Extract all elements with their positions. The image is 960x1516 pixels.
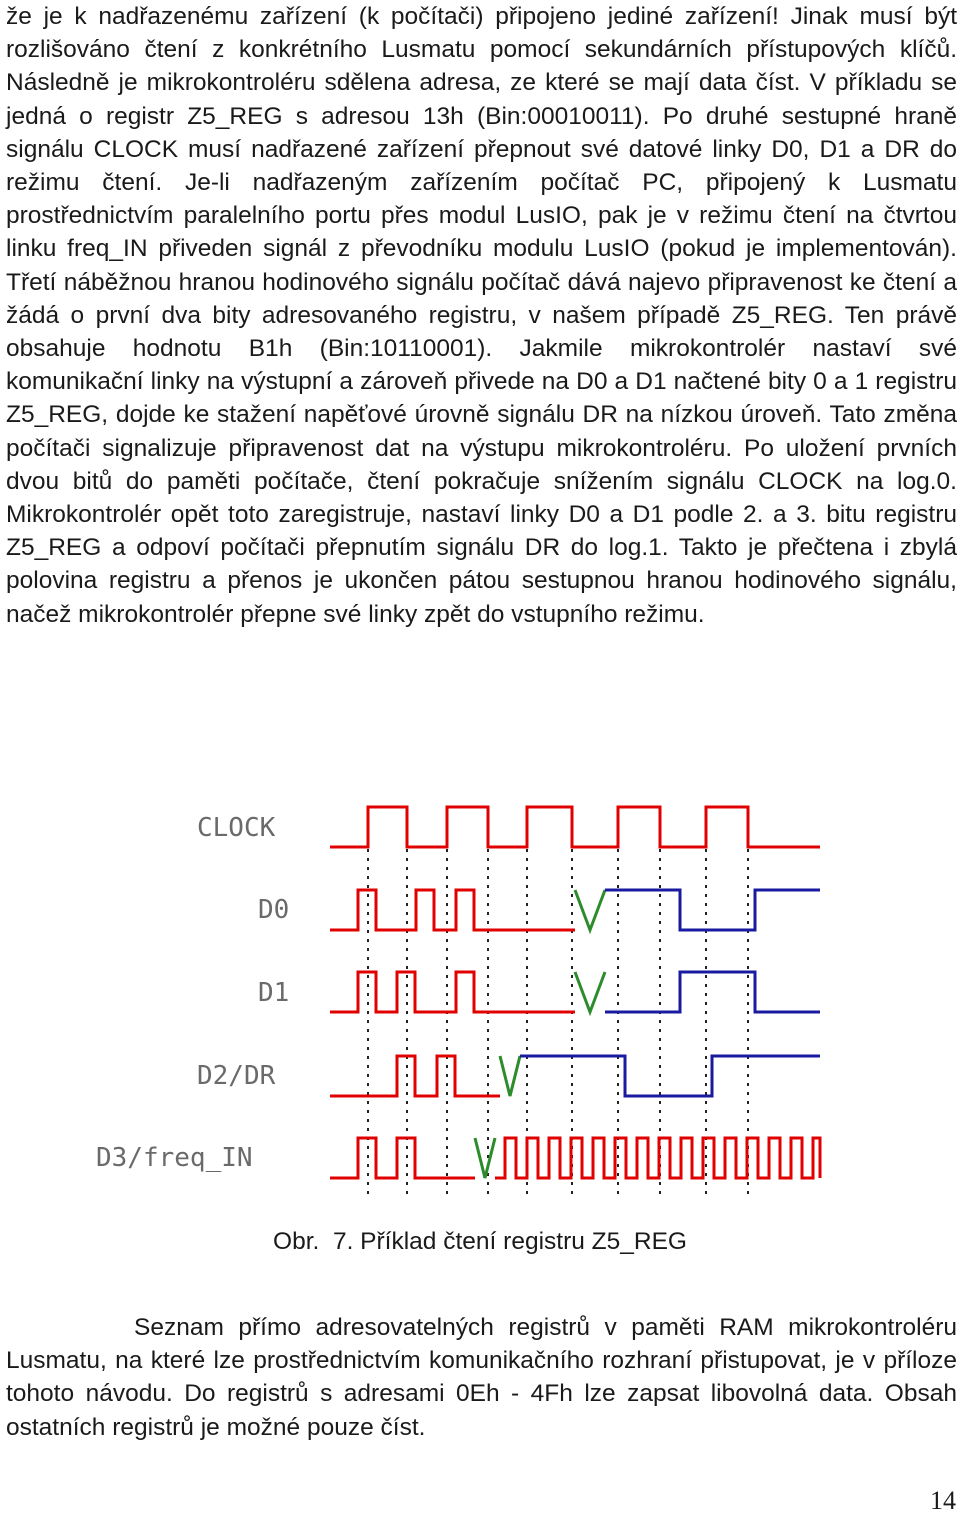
d3-freq-in-trace	[495, 1138, 820, 1178]
d2-dr-trace-master	[330, 1056, 500, 1096]
d0-trace-master	[330, 890, 575, 930]
timing-diagram	[90, 795, 830, 1205]
body-paragraph-1: že je k nadřazenému zařízení (k počítači) připojeno jediné zařízení! Jinak musí být rozlišováno čtení z konkrétního Lusmatu pomocí sekundárních přístupových klíčů. Následně je mikrokontroléru sdělena adresa, ze které se mají data číst. V příkladu se jedná o registr Z5_REG s adresou 13h (Bin:00010011). Po druhé sestupné hraně signálu CLOCK musí nadřazené zařízení přepnout své datové linky D0, D1 a DR do režimu čtení. Je-li nadřazeným zařízením počítač PC, připojený k Lusmatu prostřednictvím paralelního portu přes modul LusIO, pak je v režimu čtení na čtvrtou linku freq_IN přiveden signál z převodníku modulu LusIO (pokud je implementován). Třetí náběžnou hranou hodinového signálu počítač dává najevo připravenost ke čtení a žádá o první dva bity adresovaného registru, v našem případě Z5_REG. Ten právě obsahuje hodnotu B1h (Bin:10110001). Jakmile mikrokontrolér nastaví své komunikační linky na výstupní a zároveň přivede na D0 a D1 načtené bity 0 a 1 registru Z5_REG, dojde ke stažení napěťové úrovně signálu DR na nízkou úroveň. Tato změna počítači signalizuje připravenost dat na výstupu mikrokontroléru. Po uložení prvních dvou bitů do paměti počítače, čtení pokračuje snížením signálu CLOCK na log.0. Mikrokontrolér opět toto zaregistruje, nastaví linky D0 a D1 podle 2. a 3. bitu registru Z5_REG a odpoví počítači přepnutím signálu DR do log.1. Takto je přečtena i zbylá polovina registru a přenos je ukončen pátou sestupnou hranou hodinového signálu, načež mikrokontrolér přepne své linky zpět do vstupního režimu.	[6, 3, 957, 628]
d1-turnaround-marker	[575, 972, 605, 1012]
page-number: 14	[930, 1486, 956, 1515]
d3-trace-master	[330, 1138, 475, 1178]
d2-dr-trace-slave	[520, 1056, 820, 1096]
signal-label-clock: CLOCK	[197, 813, 276, 843]
figure-caption-text: 7. Příklad čtení registru Z5_REG	[332, 1228, 687, 1255]
signal-label-d2-dr: D2/DR	[197, 1061, 276, 1091]
signal-label-d1: D1	[258, 978, 290, 1008]
d2-dr-turnaround-marker	[500, 1056, 520, 1096]
d1-trace-slave	[605, 972, 820, 1012]
d0-turnaround-marker	[575, 890, 605, 930]
d1-trace-master	[330, 972, 575, 1012]
body-paragraph-2: Seznam přímo adresovatelných registrů v paměti RAM mikrokontroléru Lusmatu, na které lze prostřednictvím komunikačního rozhraní přistupovat, je v příloze tohoto návodu. Do registrů s adresami 0Eh - 4Fh lze zapsat libovolná data. Obsah ostatních registrů je možné pouze číst.	[6, 1314, 957, 1441]
d3-turnaround-marker	[475, 1138, 495, 1178]
signal-label-d0: D0	[258, 895, 290, 925]
figure-caption	[0, 1228, 960, 1256]
d0-trace-slave	[605, 890, 820, 930]
signal-label-d3-freq-in: D3/freq_IN	[96, 1143, 253, 1173]
clock-trace	[330, 807, 820, 847]
figure-caption-prefix: Obr.	[273, 1228, 320, 1255]
